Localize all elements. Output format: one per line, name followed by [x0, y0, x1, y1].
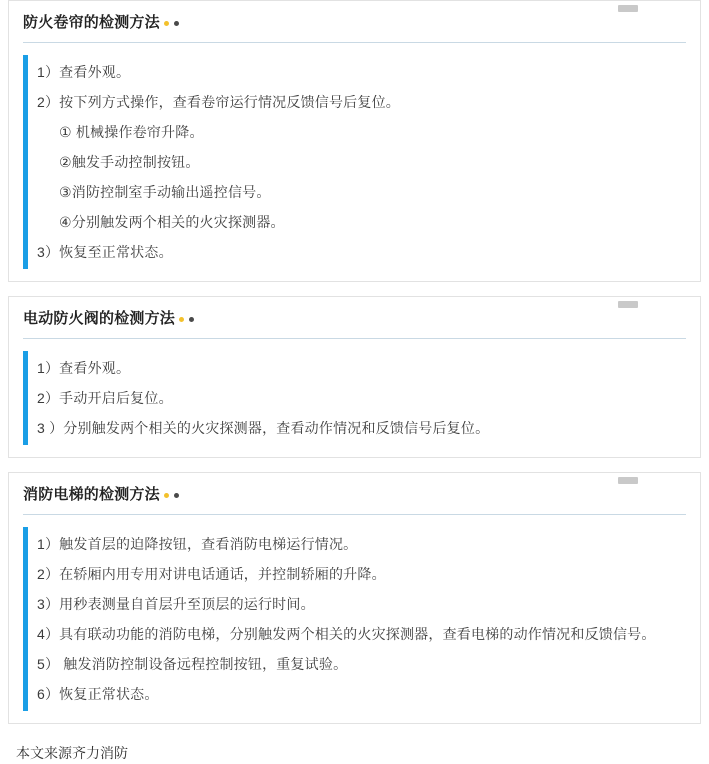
dark-dot-icon — [189, 317, 194, 322]
list-item: 3）恢复至正常状态。 — [37, 244, 173, 260]
card-top-tab — [618, 477, 638, 484]
list-item: 5） 触发消防控制设备远程控制按钮，重复试验。 — [37, 656, 348, 672]
section-title: 防火卷帘的检测方法 — [23, 14, 160, 31]
source-note: 本文来源齐力消防 — [16, 745, 128, 761]
card-body — [9, 43, 700, 281]
list-item: 1）查看外观。 — [37, 64, 131, 80]
list-item: 4）具有联动功能的消防电梯，分别触发两个相关的火灾探测器，查看电梯的动作情况和反馈信号。 — [37, 626, 656, 642]
list-item: 1）触发首层的迫降按钮，查看消防电梯运行情况。 — [37, 536, 358, 552]
card-body — [9, 515, 700, 723]
title-dots — [164, 493, 179, 498]
section-card — [8, 296, 701, 458]
list-item: ① 机械操作卷帘升降。 — [59, 124, 204, 140]
list-item: 2）手动开启后复位。 — [37, 390, 173, 406]
list-item: 2）在轿厢内用专用对讲电话通话，并控制轿厢的升降。 — [37, 566, 386, 582]
title-dots — [179, 317, 194, 322]
card-header — [9, 473, 700, 514]
card-header — [9, 1, 700, 42]
card-header — [9, 297, 700, 338]
list-item: 3）用秒表测量自首层升至顶层的运行时间。 — [37, 596, 315, 612]
accent-bar — [23, 351, 28, 445]
list-item: 6）恢复正常状态。 — [37, 686, 159, 702]
section-title: 消防电梯的检测方法 — [23, 486, 160, 503]
yellow-dot-icon — [164, 493, 169, 498]
section-title: 电动防火阀的检测方法 — [23, 310, 176, 327]
card-top-tab — [618, 301, 638, 308]
accent-bar — [23, 55, 28, 269]
accent-bar — [23, 527, 28, 711]
list-item: 3 ）分别触发两个相关的火灾探测器，查看动作情况和反馈信号后复位。 — [37, 420, 490, 436]
card-body — [9, 339, 700, 457]
dark-dot-icon — [174, 21, 179, 26]
list-item: ④分别触发两个相关的火灾探测器。 — [59, 214, 285, 230]
list-item: 2）按下列方式操作，查看卷帘运行情况反馈信号后复位。 — [37, 94, 400, 110]
section-card — [8, 472, 701, 724]
section-card — [8, 0, 701, 282]
dark-dot-icon — [174, 493, 179, 498]
title-dots — [164, 21, 179, 26]
list-item: ③消防控制室手动输出遥控信号。 — [59, 184, 271, 200]
card-top-tab — [618, 5, 638, 12]
yellow-dot-icon — [164, 21, 169, 26]
yellow-dot-icon — [179, 317, 184, 322]
list-item: ②触发手动控制按钮。 — [59, 154, 200, 170]
list-item: 1）查看外观。 — [37, 360, 131, 376]
